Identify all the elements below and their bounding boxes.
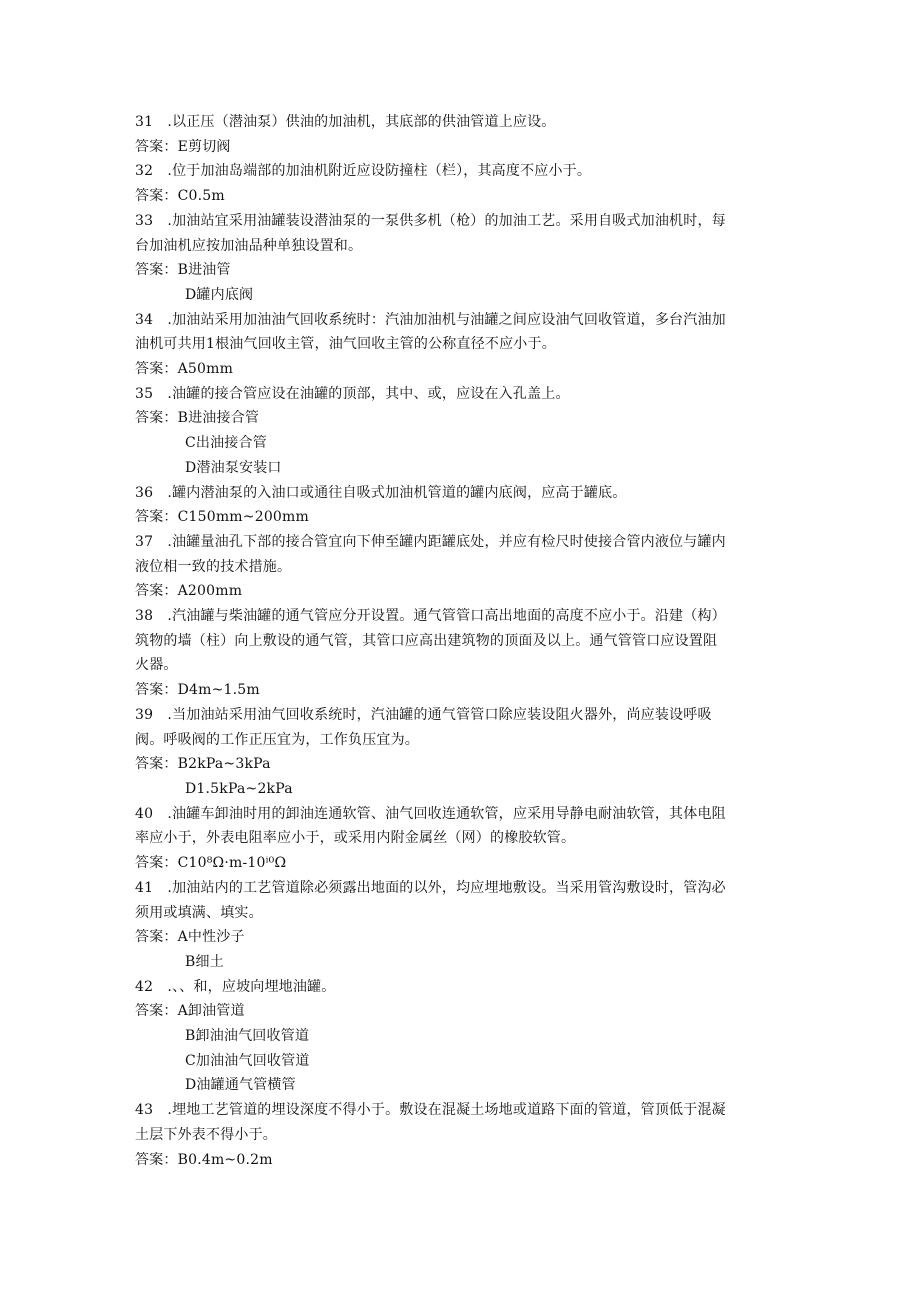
question-35: 35 .油罐的接合管应设在油罐的顶部，其中、或，应设在入孔盖上。: [135, 385, 570, 402]
answer-39: 答案：B2kPa~3kPa: [135, 756, 271, 773]
question-39-cont: 阀。呼吸阀的工作正压宜为，工作负压宜为。: [135, 731, 419, 748]
answer-42-option: B卸油油气回收管道: [185, 1028, 310, 1045]
answer-32: 答案：C0.5m: [135, 188, 225, 205]
question-40: 40 .油罐车卸油时用的卸油连通软管、油气回收连通软管，应采用导静电耐油软管，其体电阻: [135, 805, 726, 822]
answer-34: 答案：A50mm: [135, 361, 234, 378]
answer-41: 答案：A中性沙子: [135, 929, 245, 946]
question-38-cont: 火器。: [135, 657, 178, 674]
question-43: 43 .埋地工艺管道的埋设深度不得小于。敷设在混凝土场地或道路下面的管道，管顶低于混凝: [135, 1102, 726, 1119]
question-38: 38 .汽油罐与柴油罐的通气管应分开设置。通气管管口高出地面的高度不应小于。沿建（构）: [135, 608, 726, 625]
answer-35-option: D潜油泵安装口: [185, 459, 282, 476]
answer-42-option: C加油油气回收管道: [185, 1052, 310, 1069]
question-40-cont: 率应小于，外表电阻率应小于，或采用内附金属丝（网）的橡胶软管。: [135, 830, 576, 847]
question-37-cont: 液位相一致的技术措施。: [135, 558, 292, 575]
question-33: 33 .加油站宜采用油罐装设潜油泵的一泵供多机（枪）的加油工艺。采用自吸式加油机时，每: [135, 212, 726, 229]
question-37: 37 .油罐量油孔下部的接合管宜向下伸至罐内距罐底处，并应有检尺时使接合管内液位与罐内: [135, 533, 726, 550]
question-43-cont: 土层下外表不得小于。: [135, 1126, 277, 1143]
question-34-cont: 油机可共用1根油气回收主管，油气回收主管的公称直径不应小于。: [135, 336, 556, 353]
answer-35-option: C出油接合管: [185, 435, 267, 452]
answer-43: 答案：B0.4m~0.2m: [135, 1151, 273, 1168]
question-36: 36 .罐内潜油泵的入油口或通往自吸式加油机管道的罐内底阀，应高于罐底。: [135, 484, 627, 501]
question-33-cont: 台加油机应按加油品种单独设置和。: [135, 237, 363, 254]
answer-35: 答案：B进油接合管: [135, 410, 260, 427]
answer-37: 答案：A200mm: [135, 583, 243, 600]
question-41: 41 .加油站内的工艺管道除必须露出地面的以外，均应埋地敷设。当采用管沟敷设时，管沟必: [135, 879, 726, 896]
question-42: 42 .、、和，应坡向埋地油罐。: [135, 978, 336, 995]
document-page: [135, 110, 785, 1172]
question-34: 34 .加油站采用加油油气回收系统时：汽油加油机与油罐之间应设油气回收管道，多台汽油加: [135, 311, 726, 328]
question-38-cont: 筑物的墙（柱）向上敷设的通气管，其管口应高出建筑物的顶面及以上。通气管管口应设置阻: [135, 632, 718, 649]
answer-33: 答案：B进油管: [135, 262, 231, 279]
question-41-cont: 须用或填满、填实。: [135, 904, 263, 921]
answer-31: 答案：E剪切阀: [135, 138, 231, 155]
answer-41-option: B细土: [185, 953, 224, 970]
answer-40: 答案：C10⁸Ω·m-10ⁱ⁰Ω: [135, 855, 287, 872]
answer-42: 答案：A卸油管道: [135, 1003, 245, 1020]
answer-36: 答案：C150mm~200mm: [135, 509, 309, 526]
question-39: 39 .当加油站采用油气回收系统时，汽油罐的通气管管口除应装设阻火器外，尚应装设呼吸: [135, 706, 712, 723]
answer-33-option: D罐内底阀: [185, 286, 254, 303]
question-32: 32 .位于加油岛端部的加油机附近应设防撞柱（栏），其高度不应小于。: [135, 163, 592, 180]
answer-42-option: D油罐通气管横管: [185, 1077, 296, 1094]
answer-39-option: D1.5kPa~2kPa: [185, 780, 293, 797]
answer-38: 答案：D4m~1.5m: [135, 682, 260, 699]
question-31: 31 .以正压（潜油泵）供油的加油机，其底部的供油管道上应设。: [135, 114, 556, 130]
